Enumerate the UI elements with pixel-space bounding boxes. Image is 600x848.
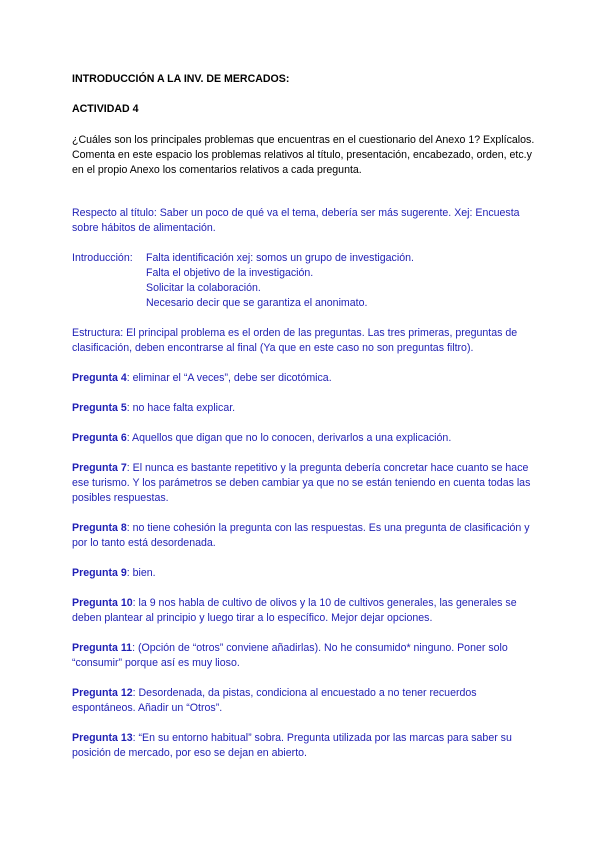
pregunta-text: : bien. bbox=[126, 567, 156, 579]
pregunta-label: Pregunta 6 bbox=[72, 432, 127, 444]
intro-item: Solicitar la colaboración. bbox=[146, 282, 261, 294]
pregunta-label: Pregunta 9 bbox=[72, 567, 127, 579]
pregunta-text: : no tiene cohesión la pregunta con las respuestas. Es una pregunta de clasificación y por lo tanto está desordenada. bbox=[72, 522, 530, 549]
answer-pregunta-6 bbox=[72, 431, 540, 446]
pregunta-label: Pregunta 5 bbox=[72, 402, 127, 414]
answer-pregunta-5 bbox=[72, 401, 540, 416]
intro-item: Falta el objetivo de la investigación. bbox=[146, 267, 314, 279]
answer-estructura: Estructura: El principal problema es el orden de las preguntas. Las tres primeras, preguntas de clasificación, deben encontrarse al final (Ya que en este caso no son preguntas filtro). bbox=[72, 327, 518, 354]
pregunta-label: Pregunta 8 bbox=[72, 522, 127, 534]
pregunta-label: Pregunta 10 bbox=[72, 597, 133, 609]
answer-pregunta-12 bbox=[72, 686, 540, 716]
answer-pregunta-11 bbox=[72, 641, 540, 671]
pregunta-text: : la 9 nos habla de cultivo de olivos y la 10 de cultivos generales, las generales se deben plantear al principio y luego tirar a lo específico. Mejor dejar opciones. bbox=[72, 597, 517, 624]
document-page bbox=[72, 72, 540, 761]
activity-heading: ACTIVIDAD 4 bbox=[72, 103, 139, 115]
answer-pregunta-13 bbox=[72, 731, 540, 761]
pregunta-text: : Desordenada, da pistas, condiciona al encuestado a no tener recuerdos espontáneos. Añadir un “Otros”. bbox=[72, 687, 477, 714]
document-title: INTRODUCCIÓN A LA INV. DE MERCADOS: bbox=[72, 73, 290, 85]
pregunta-text: : no hace falta explicar. bbox=[126, 402, 236, 414]
pregunta-text: : eliminar el “A veces”, debe ser dicotómica. bbox=[126, 372, 332, 384]
question-prompt bbox=[72, 133, 540, 178]
intro-item: Necesario decir que se garantiza el anonimato. bbox=[146, 297, 368, 309]
prompt-question: ¿Cuáles son los principales problemas que encuentras en el cuestionario del Anexo 1? Explícalos. bbox=[72, 134, 535, 146]
answer-pregunta-10 bbox=[72, 596, 540, 626]
pregunta-label: Pregunta 7 bbox=[72, 462, 127, 474]
intro-label: Introducción: bbox=[72, 252, 133, 264]
intro-item: Falta identificación xej: somos un grupo de investigación. bbox=[146, 252, 414, 264]
answer-pregunta-7 bbox=[72, 461, 540, 506]
answer-pregunta-4 bbox=[72, 371, 540, 386]
answer-titulo: Respecto al título: Saber un poco de qué va el tema, debería ser más sugerente. Xej: Encuesta sobre hábitos de alimentación. bbox=[72, 207, 520, 234]
pregunta-label: Pregunta 4 bbox=[72, 372, 127, 384]
answer-introduccion bbox=[72, 251, 540, 311]
prompt-instructions: Comenta en este espacio los problemas relativos al título, presentación, encabezado, orden, etc.y en el propio Anexo los comentarios relativos a cada pregunta. bbox=[72, 149, 532, 176]
pregunta-label: Pregunta 11 bbox=[72, 642, 133, 654]
answer-pregunta-9 bbox=[72, 566, 540, 581]
answer-pregunta-8 bbox=[72, 521, 540, 551]
intro-list bbox=[146, 251, 540, 311]
pregunta-label: Pregunta 13 bbox=[72, 732, 133, 744]
pregunta-label: Pregunta 12 bbox=[72, 687, 133, 699]
pregunta-text: : Aquellos que digan que no lo conocen, derivarlos a una explicación. bbox=[126, 432, 452, 444]
pregunta-text: : (Opción de “otros” conviene añadirlas). No he consumido* ninguno. Poner solo “consumir” porque así es muy lioso. bbox=[72, 642, 508, 669]
pregunta-text: : “En su entorno habitual” sobra. Pregunta utilizada por las marcas para saber su posición de mercado, por eso se dejan en abierto. bbox=[72, 732, 512, 759]
pregunta-text: : El nunca es bastante repetitivo y la pregunta debería concretar hace cuanto se hace ese turismo. Y los parámetros se deben cambiar ya que no se están teniendo en cuenta todas las posibles respuestas. bbox=[72, 462, 531, 504]
